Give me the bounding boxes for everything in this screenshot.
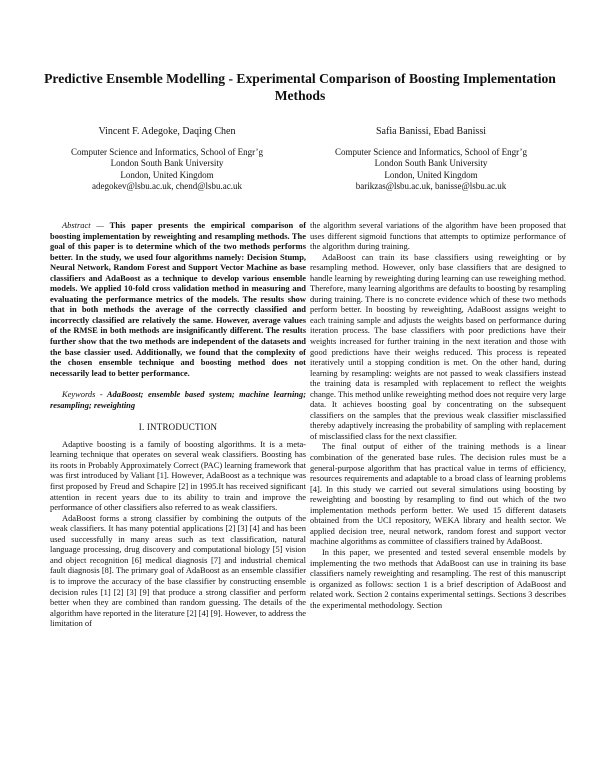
author-group-left	[32, 126, 302, 193]
author-block	[0, 126, 600, 206]
section-heading: I. INTRODUCTION	[138, 422, 218, 433]
keywords-text: AdaBoost; ensemble based system; machine learning; resampling; reweighting	[50, 389, 307, 410]
body-paragraph: AdaBoost can train its base classifiers using reweighting or by resampling method. However, only base classifiers that are designed to handle learning by reweighting during learning can use reweighing method. Therefore, many learning algorithms are defaults to boosting by resampling during training. There is no concrete evidence which of these two methods perform better. In boosting by reweighting, AdaBoost assigns weight to each training sample and adjusts the weights based on performance during iteration process. The base classifiers with poor predictions have their weights increased for further training in the next iteration and those with good predictions have their weighs reduced. This process is repeated iteratively until a stopping condition is met. On the other hand, during learning by resampling: weights are not passed to weak classifiers instead the training data is resampled with replacement to reflect the weights change. This method unlike reweighting method does not require very large data. It achieves boosting goal by concentrating on the subsequent classifiers on the samples that the previous weak classifier misclassified thereby adaptively increasing the probability of sampling with replacement of misclassified class for the next classifier.	[310, 251, 566, 441]
author-affiliation: Computer Science and Informatics, School of Engr’g	[334, 146, 528, 157]
keywords	[50, 389, 306, 410]
body-paragraph: In this paper, we presented and tested several ensemble models by implementing the two methods that AdaBoost can use in training its base classifiers namely reweighting and resampling. The rest of this manuscript is organized as follows: section 1 is a brief description of AdaBoost and related work. Section 2 contains experimental settings. Sections 3 describes the experimental methodology. Section	[310, 546, 566, 610]
abstract	[50, 220, 306, 378]
author-location: London, United Kingdom	[120, 169, 214, 180]
author-affiliation: Computer Science and Informatics, School of Engr’g	[70, 146, 264, 157]
abstract-text: This paper presents the empirical comparison of boosting implementation by reweighting and resampling methods. The goal of this paper is to determine which of the two methods performs better. In the study, we used four algorithms namely: Decision Stump, Neural Network, Random Forest and Support Vector Machine as base classifiers and AdaBoost as a technique to develop various ensemble models. We applied 10-fold cross validation method in measuring and evaluating the performance metrics of the models. The results show that in both methods the average of the correctly classified and incorrectly classified are relatively the same. However, average values of the RMSE in both methods are insignificantly different. The results further show that the two methods are independent of the datasets and the base classier used. Additionally, we found that the complexity of the chosen ensemble technique and boosting method does not necessarily lead to better performance.	[50, 220, 306, 378]
abstract-label: Abstract —	[62, 220, 104, 230]
body-paragraph: The final output of either of the training methods is a linear combination of the generated base rules. The decision rules must be a general-purpose algorithm that has practical value in terms of efficiency, resources requirements and adaptable to a broad class of learning problems [4]. In this study we carried out several simulations using boosting by reweighting and boosting by resampling to find out which of the two implementation methods perform better. We used 15 different datasets obtained from the UCI repository, WEKA library and health sector. We applied decision tree, neural network, random forest and support vector machine algorithms as committee of classifiers trained by AdaBoost.	[310, 441, 566, 547]
author-university: London South Bank University	[110, 158, 224, 169]
body-paragraph: Adaptive boosting is a family of boosting algorithms. It is a meta-learning technique that operates on several weak classifiers. Boosting has its roots in Probably Approximately Correct (PAC) learning framework that was first introduced by Valiant [1]. However, AdaBoost as a technique was first proposed by Freud and Schapire [2] in 1995.It has received significant attention in recent years due to its ability to train and improve the performance of other classifiers also referred to as weak classifiers.	[50, 438, 306, 513]
author-location: London, United Kingdom	[384, 169, 478, 180]
left-column	[50, 220, 306, 629]
author-emails: adegokev@lsbu.ac.uk, chend@lsbu.ac.uk	[91, 181, 243, 192]
paper-title: Predictive Ensemble Modelling - Experimental Comparison of Boosting Implementation Methods	[44, 71, 556, 103]
author-emails: barikzas@lsbu.ac.uk, banisse@lsbu.ac.uk	[355, 181, 507, 192]
author-university: London South Bank University	[374, 158, 488, 169]
body-paragraph: the algorithm several variations of the algorithm have been proposed that uses different sigmoid functions that attempts to optimize performance of the algorithm during training.	[310, 220, 566, 252]
author-names: Vincent F. Adegoke, Daqing Chen	[98, 126, 236, 137]
author-group-right	[296, 126, 566, 193]
keywords-label: Keywords -	[62, 389, 103, 400]
body-paragraph: AdaBoost forms a strong classifier by combining the outputs of the weak classifiers. It has many potential applications [2] [3] [4] and has been used successfully in many areas such as text classification, natural language processing, drug discovery and computational biology [5] vision and object recognition [6] medical diagnosis [7] and industrial chemical fault diagnosis [8]. The primary goal of AdaBoost as an ensemble classifier is to improve the accuracy of the base classifier by constructing ensemble decision rules [1] [2] [3] [9] that produce a strong classifier and perform better when they are combined than random guessing. The details of the algorithm have reported in the literature [2] [4] [9]. However, to address the limitation of	[50, 512, 306, 629]
author-names: Safia Banissi, Ebad Banissi	[376, 126, 486, 137]
right-column	[310, 220, 566, 610]
